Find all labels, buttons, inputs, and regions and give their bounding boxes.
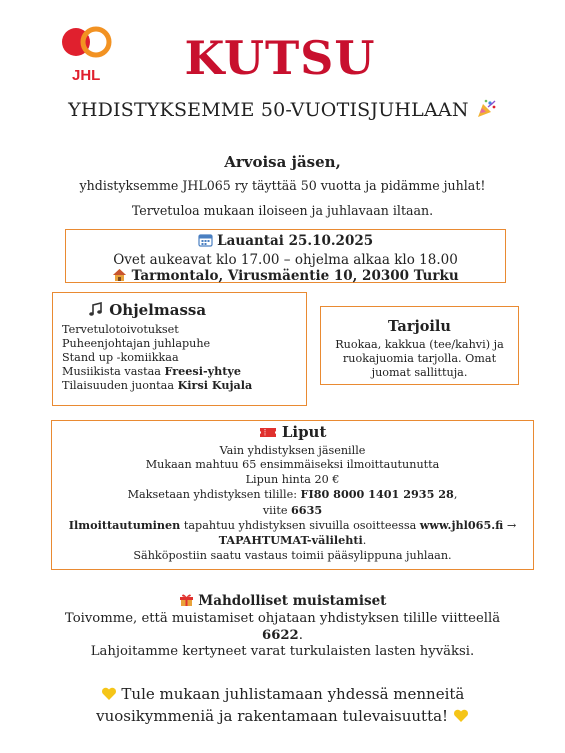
gifts-line-1: Toivomme, että muistamiset ohjataan yhdistyksen tilille viitteellä [64, 611, 501, 626]
payment-prefix: Maksetaan yhdistyksen tilille: [127, 488, 301, 502]
event-times: Ovet aukeavat klo 17.00 – ohjelma alkaa klo 18.00 [113, 251, 458, 268]
closing-text-2: vuosikymmeniä ja rakentamaan tulevaisuutta! [96, 707, 449, 725]
logo-text: JHL [72, 67, 101, 84]
party-popper-icon [475, 98, 497, 123]
catering-line: juomat sallittuja. [371, 365, 468, 379]
registration-text: tapahtuu yhdistyksen sivuilla osoitteessa [180, 519, 420, 533]
event-venue-line [66, 268, 505, 287]
music-notes-icon [88, 301, 104, 323]
reference-number: 6635 [291, 502, 323, 517]
catering-heading: Tarjoilu [388, 318, 451, 335]
closing-text-1: Tule mukaan juhlistamaan yhdessä menneitä [121, 685, 465, 703]
closing-message [0, 684, 565, 728]
tickets-line-registration [52, 518, 533, 533]
subtitle-text: YHDISTYKSEMME 50-VUOTISJUHLAAN [68, 99, 469, 121]
ticket-icon [259, 425, 277, 444]
program-heading-row [62, 299, 298, 323]
gift-icon [179, 592, 194, 611]
yellow-heart-icon [453, 708, 469, 728]
greeting: Arvoisa jäsen, [224, 153, 341, 171]
program-item: Stand up -komiikkaa [62, 350, 179, 364]
catering-text [321, 338, 518, 379]
gifts-reference: 6622 [262, 627, 299, 643]
tickets-heading: Liput [281, 423, 327, 441]
tickets-heading-row [52, 423, 533, 444]
tickets-line-email: Sähköpostiin saatu vastaus toimii pääsylippuna juhlaan. [133, 548, 452, 562]
program-box [52, 292, 307, 406]
calendar-icon [198, 233, 213, 252]
closing-line-2 [0, 706, 565, 728]
intro-line-2: Tervetuloa mukaan iloiseen ja juhlavaan iltaan. [131, 203, 434, 218]
house-icon [112, 268, 127, 287]
jhl-logo [56, 22, 116, 84]
gifts-ref-suffix: . [298, 627, 303, 643]
catering-box [320, 306, 519, 385]
tickets-line-members: Vain yhdistyksen jäsenille [219, 444, 366, 457]
gifts-line-ref [0, 628, 565, 645]
tickets-line-capacity: Mukaan mahtuu 65 ensimmäiseksi ilmoittautunutta [145, 458, 440, 472]
reference-prefix: viite [262, 503, 291, 517]
intro-line-1: yhdistyksemme JHL065 ry täyttää 50 vuotta ja pidämme juhlat! [79, 178, 486, 193]
program-item-music [62, 365, 298, 379]
account-number: FI80 8000 1401 2935 28 [300, 487, 454, 502]
tickets-line-tab [52, 533, 533, 548]
tickets-line-price: Lipun hinta 20 € [245, 472, 340, 486]
gifts-heading: Mahdolliset muistamiset [198, 593, 387, 609]
event-date: Lauantai 25.10.2025 [217, 233, 374, 249]
program-item: Tervetulotoivotukset [62, 323, 179, 336]
gifts-line-3: Lahjoitamme kertyneet varat turkulaisten lasten hyväksi. [90, 644, 475, 659]
program-item-host [62, 379, 298, 393]
catering-line: ruokajuomia tarjolla. Omat [342, 351, 497, 365]
tickets-box [51, 420, 534, 570]
catering-line: Ruokaa, kakkua (tee/kahvi) ja [335, 338, 504, 351]
tab-suffix: . [362, 534, 367, 548]
arrow-icon: → [503, 519, 517, 533]
page-title: KUTSU [184, 31, 376, 85]
program-heading: Ohjelmassa [109, 301, 207, 319]
event-info-box [65, 229, 506, 283]
payment-suffix: , [453, 488, 458, 502]
registration-label: Ilmoittautuminen [68, 518, 181, 533]
gifts-heading-row [0, 592, 565, 611]
host-prefix: Tilaisuuden juontaa [62, 378, 178, 392]
yellow-heart-icon [101, 686, 117, 706]
event-venue: Tarmontalo, Virusmäentie 10, 20300 Turku [131, 268, 459, 284]
host-name: Kirsi Kujala [177, 377, 253, 392]
tickets-line-reference [52, 503, 533, 518]
music-prefix: Musiikista vastaa [62, 364, 165, 378]
gifts-section [0, 592, 565, 661]
event-date-line [66, 233, 505, 252]
closing-line-1 [0, 684, 565, 706]
page-subtitle [0, 98, 565, 123]
registration-url[interactable]: www.jhl065.fi [419, 518, 504, 533]
tickets-line-payment [52, 487, 533, 502]
program-item: Puheenjohtajan juhlapuhe [62, 336, 211, 350]
music-performer: Freesi-yhtye [164, 363, 242, 378]
events-tab-name: TAPAHTUMAT-välilehti [218, 533, 363, 548]
